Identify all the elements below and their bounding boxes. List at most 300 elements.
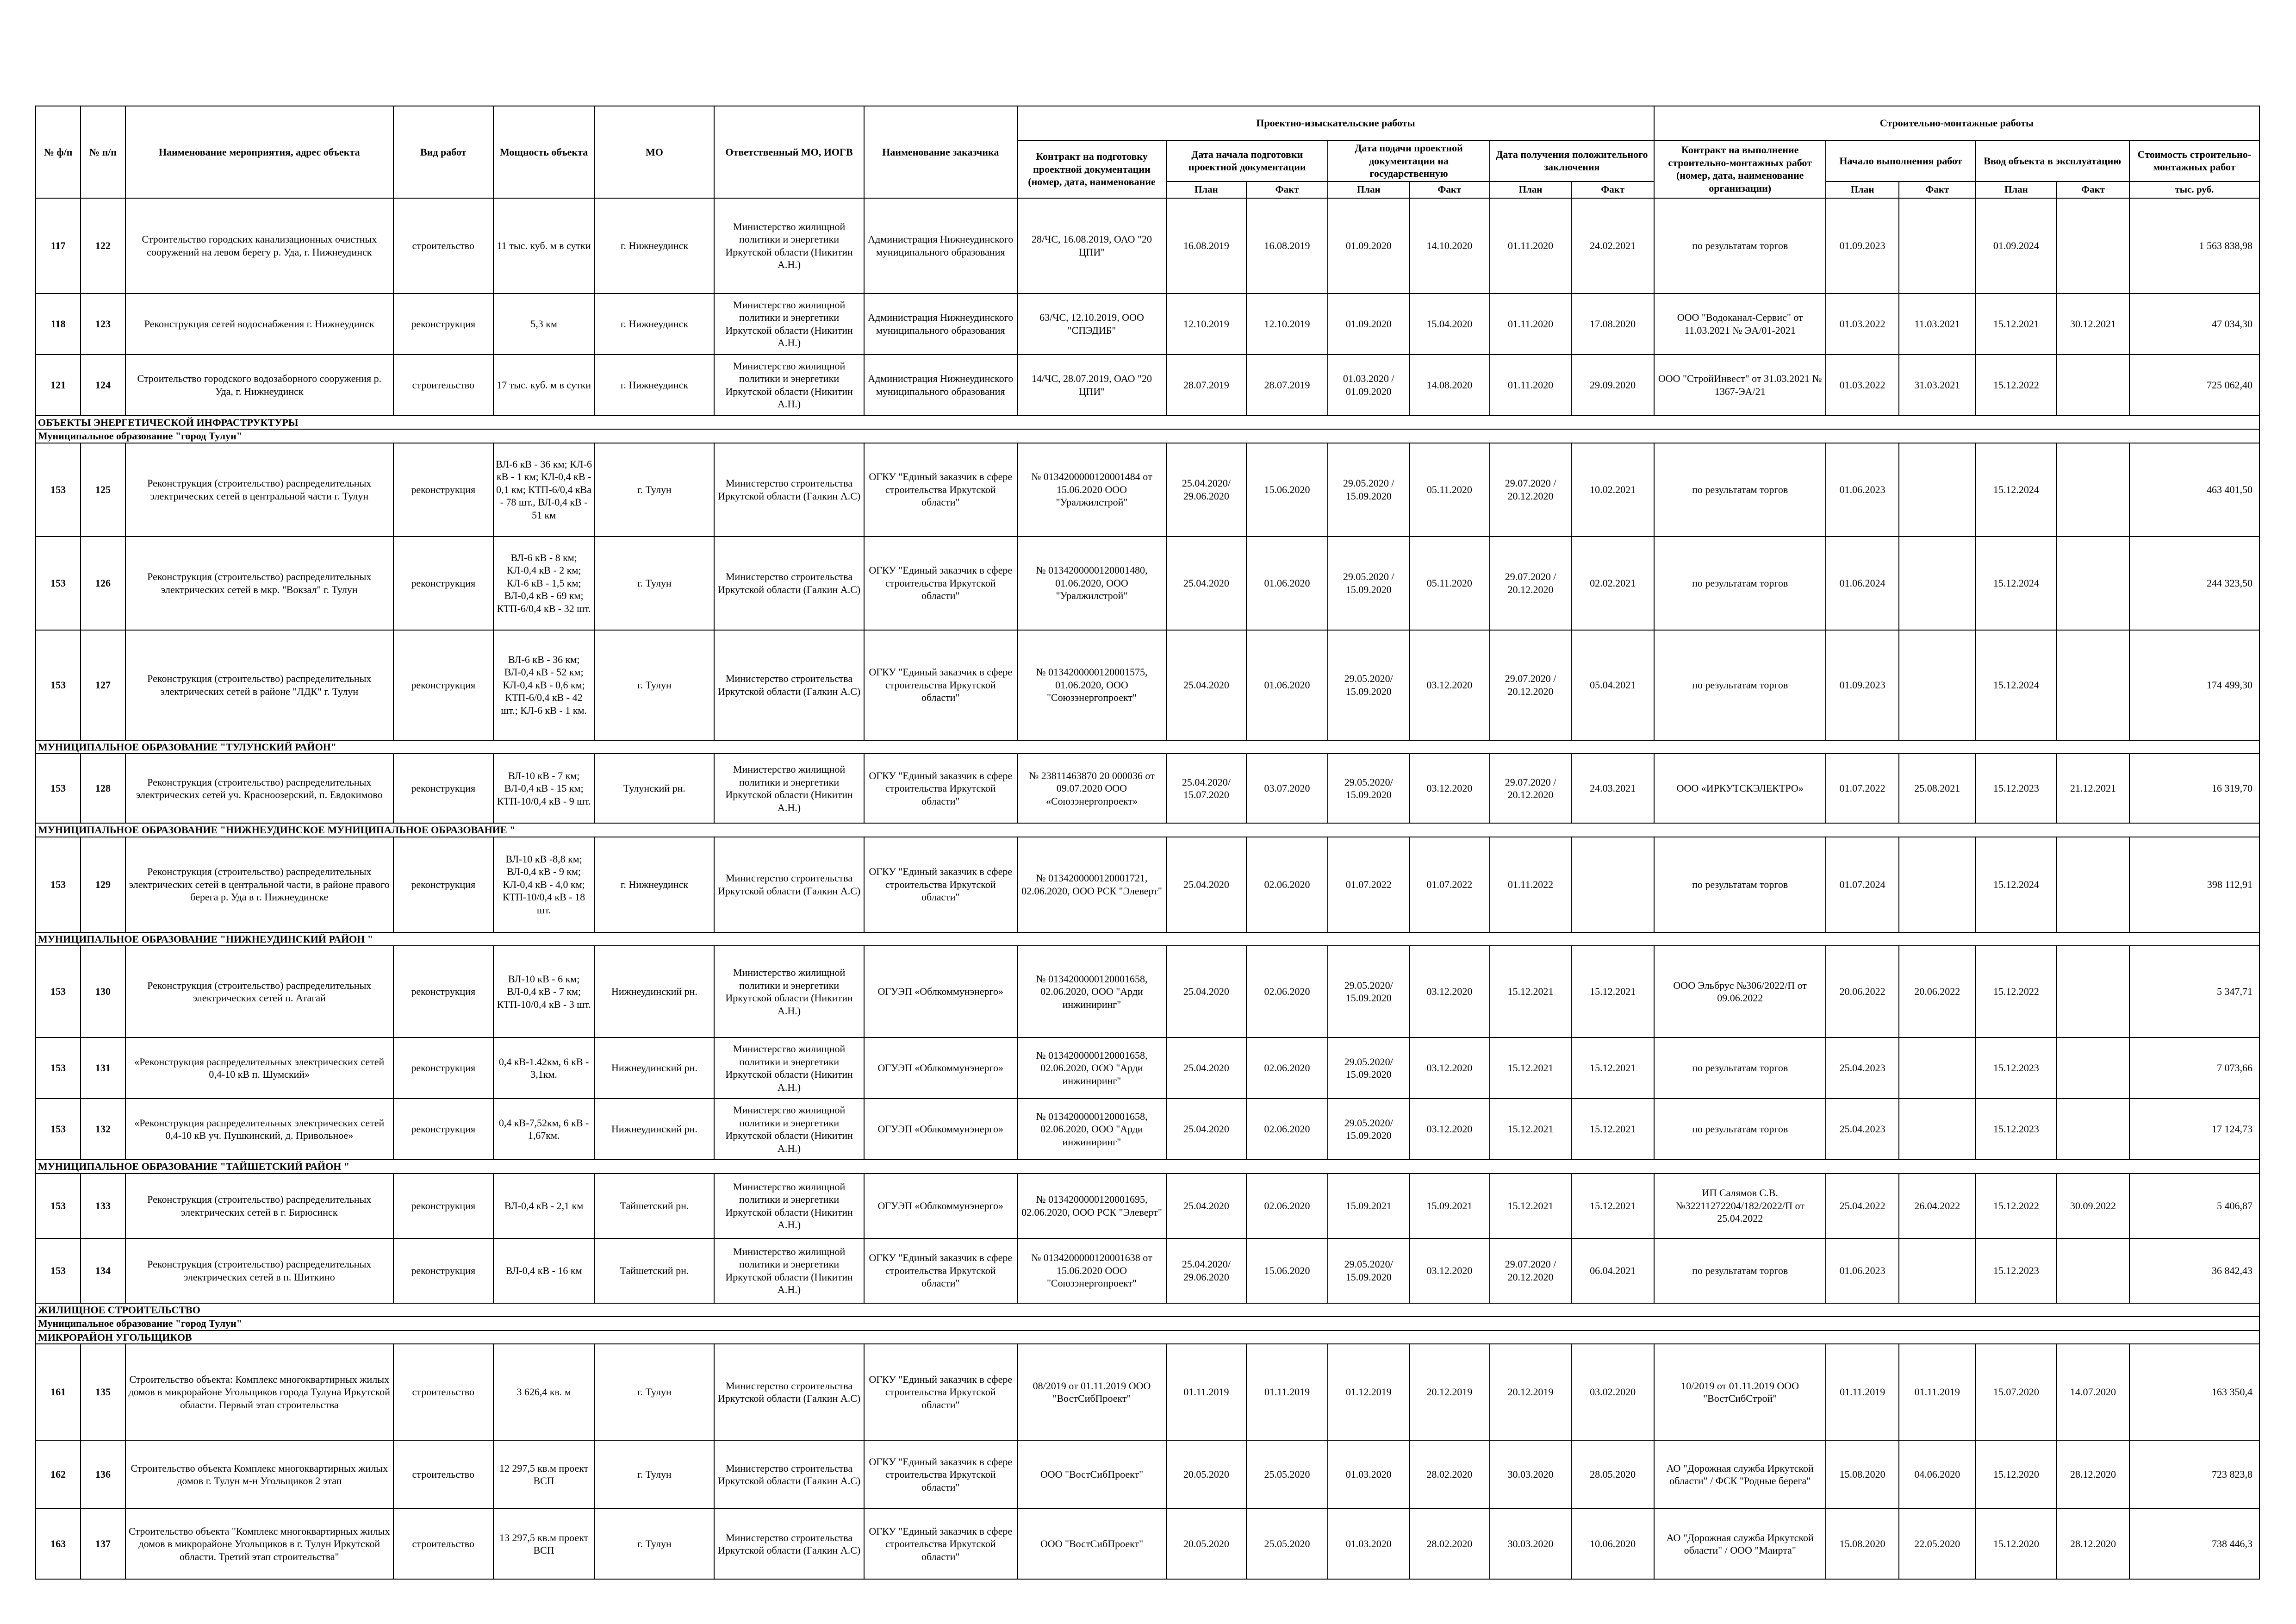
cell-design-contract: 08/2019 от 01.11.2019 ООО "ВостСибПроект": [1017, 1344, 1166, 1440]
cell-cost: 7 073,66: [2129, 1037, 2259, 1099]
cell-work-start-plan: 25.04.2023: [1826, 1099, 1899, 1160]
cell-capacity: 13 297,5 кв.м проект ВСП: [493, 1509, 595, 1579]
cell-responsible: Министерство строительства Иркутской области (Галкин А.С): [714, 1440, 864, 1509]
col-header-plan: План: [1166, 181, 1246, 198]
cell-work-type: реконструкция: [393, 837, 493, 932]
cell-responsible: Министерство строительства Иркутской области (Галкин А.С): [714, 1344, 864, 1440]
cell-construction-contract: по результатам торгов: [1654, 630, 1826, 740]
cell-name: Реконструкция (строительство) распределительных электрических сетей в районе "ЛДК" г. Тулун: [125, 630, 393, 740]
cell-submission-fact: 03.12.2020: [1409, 1099, 1490, 1160]
cell-mo: г. Нижнеудинск: [594, 355, 714, 416]
table-row: [36, 754, 2259, 823]
col-header-design-start: Дата начала подготовки проектной документации: [1166, 140, 1328, 181]
cell-work-start-fact: [1899, 537, 1976, 630]
cell-name: Реконструкция (строительство) распределительных электрических сетей в г. Бирюсинск: [125, 1174, 393, 1238]
cell-commissioning-plan: 15.12.2023: [1976, 1099, 2057, 1160]
cell-conclusion-fact: 02.02.2021: [1571, 537, 1654, 630]
cell-mo: г. Нижнеудинск: [594, 837, 714, 932]
cell-work-type: строительство: [393, 1440, 493, 1509]
cell-no-fp: 153: [36, 754, 81, 823]
cell-responsible: Министерство жилищной политики и энергетики Иркутской области (Никитин А.Н.): [714, 1174, 864, 1238]
cell-submission-plan: 01.12.2019: [1328, 1344, 1409, 1440]
cell-work-type: реконструкция: [393, 1174, 493, 1238]
cell-design-contract: № 0134200000120001721, 02.06.2020, ООО РСК "Элеверт": [1017, 837, 1166, 932]
cell-work-start-plan: 01.06.2024: [1826, 537, 1899, 630]
section-row: [36, 1330, 2259, 1344]
table-row: [36, 443, 2259, 537]
cell-customer: ОГУЭП «Облкоммунэнерго»: [864, 1174, 1017, 1238]
cell-work-start-plan: 01.03.2022: [1826, 355, 1899, 416]
cell-name: Реконструкция (строительство) распределительных электрических сетей в п. Шиткино: [125, 1238, 393, 1303]
section-row: [36, 740, 2259, 754]
col-header-fact: Факт: [1571, 181, 1654, 198]
cell-commissioning-plan: 15.12.2024: [1976, 837, 2057, 932]
cell-commissioning-fact: [2057, 1037, 2129, 1099]
table-row: [36, 946, 2259, 1037]
cell-no-pp: 123: [81, 294, 125, 355]
table-row: [36, 198, 2259, 294]
cell-commissioning-plan: 15.12.2023: [1976, 754, 2057, 823]
header-row-1: [36, 106, 2259, 140]
cell-design-start-plan: 25.04.2020: [1166, 837, 1246, 932]
cell-submission-plan: 01.03.2020: [1328, 1509, 1409, 1579]
cell-construction-contract: по результатам торгов: [1654, 1037, 1826, 1099]
cell-customer: Администрация Нижнеудинского муниципального образования: [864, 355, 1017, 416]
cell-conclusion-fact: 05.04.2021: [1571, 630, 1654, 740]
cell-cost: 47 034,30: [2129, 294, 2259, 355]
cell-no-fp: 153: [36, 1037, 81, 1099]
cell-design-start-plan: 25.04.2020: [1166, 946, 1246, 1037]
cell-design-start-fact: 01.11.2019: [1246, 1344, 1328, 1440]
cell-capacity: 3 626,4 кв. м: [493, 1344, 595, 1440]
cell-conclusion-fact: 10.06.2020: [1571, 1509, 1654, 1579]
table-body: [36, 198, 2259, 1580]
cell-design-start-plan: 16.08.2019: [1166, 198, 1246, 294]
cell-conclusion-fact: 24.02.2021: [1571, 198, 1654, 294]
cell-mo: г. Тулун: [594, 630, 714, 740]
cell-work-type: реконструкция: [393, 630, 493, 740]
cell-responsible: Министерство жилищной политики и энергетики Иркутской области (Никитин А.Н.): [714, 1238, 864, 1303]
cell-conclusion-fact: 17.08.2020: [1571, 294, 1654, 355]
cell-commissioning-fact: [2057, 198, 2129, 294]
cell-capacity: ВЛ-6 кВ - 36 км; ВЛ-0,4 кВ - 52 км; КЛ-0,4 кВ - 0,6 км; КТП-6/0,4 кВ - 42 шт.; КЛ-6 кВ - 1 км.: [493, 630, 595, 740]
cell-design-start-fact: 02.06.2020: [1246, 1174, 1328, 1238]
cell-mo: Тайшетский рн.: [594, 1174, 714, 1238]
cell-work-start-plan: 01.11.2019: [1826, 1344, 1899, 1440]
cell-work-type: строительство: [393, 355, 493, 416]
col-header-no-pp: № п/п: [81, 106, 125, 198]
col-header-fact: Факт: [1899, 181, 1976, 198]
cell-submission-plan: 29.05.2020/ 15.09.2020: [1328, 946, 1409, 1037]
cell-capacity: 0,4 кВ-7,52км, 6 кВ - 1,67км.: [493, 1099, 595, 1160]
cell-design-contract: 14/ЧС, 28.07.2019, ОАО "20 ЦПИ": [1017, 355, 1166, 416]
cell-conclusion-plan: 01.11.2020: [1490, 294, 1572, 355]
col-header-customer: Наименование заказчика: [864, 106, 1017, 198]
cell-construction-contract: АО "Дорожная служба Иркутской области" / ФСК "Родные берега": [1654, 1440, 1826, 1509]
cell-commissioning-plan: 15.12.2022: [1976, 946, 2057, 1037]
cell-design-start-fact: 25.05.2020: [1246, 1440, 1328, 1509]
cell-customer: ОГУЭП «Облкоммунэнерго»: [864, 946, 1017, 1037]
cell-conclusion-plan: 01.11.2020: [1490, 355, 1572, 416]
cell-design-start-plan: 25.04.2020: [1166, 1099, 1246, 1160]
cell-submission-plan: 29.05.2020/ 15.09.2020: [1328, 754, 1409, 823]
cell-mo: г. Тулун: [594, 1509, 714, 1579]
cell-design-contract: ООО "ВостСибПроект": [1017, 1509, 1166, 1579]
cell-work-start-fact: 20.06.2022: [1899, 946, 1976, 1037]
col-header-fact: Факт: [1409, 181, 1490, 198]
cell-design-contract: № 0134200000120001638 от 15.06.2020 ООО "Союзэнергопроект": [1017, 1238, 1166, 1303]
cell-conclusion-plan: 15.12.2021: [1490, 1174, 1572, 1238]
cell-design-start-fact: 25.05.2020: [1246, 1509, 1328, 1579]
cell-work-start-plan: 25.04.2022: [1826, 1174, 1899, 1238]
cell-construction-contract: ООО "СтройИнвест" от 31.03.2021 № 1367-ЭА/21: [1654, 355, 1826, 416]
cell-name: «Реконструкция распределительных электрических сетей 0,4-10 кВ уч. Пушкинский, д. Привольное»: [125, 1099, 393, 1160]
cell-no-pp: 130: [81, 946, 125, 1037]
cell-construction-contract: ООО "Водоканал-Сервис" от 11.03.2021 № ЭА/01-2021: [1654, 294, 1826, 355]
cell-work-start-fact: [1899, 837, 1976, 932]
table-row: [36, 837, 2259, 932]
cell-no-pp: 127: [81, 630, 125, 740]
cell-cost: 725 062,40: [2129, 355, 2259, 416]
cell-customer: ОГКУ "Единый заказчик в сфере строительства Иркутской области": [864, 754, 1017, 823]
cell-mo: г. Тулун: [594, 537, 714, 630]
cell-work-start-fact: [1899, 443, 1976, 537]
col-header-construction-contract: Контракт на выполнение строительно-монтажных работ (номер, дата, наименование организации): [1654, 140, 1826, 198]
cell-submission-fact: 05.11.2020: [1409, 537, 1490, 630]
col-header-commissioning: Ввод объекта в эксплуатацию: [1976, 140, 2129, 181]
cell-submission-plan: 01.09.2020: [1328, 294, 1409, 355]
cell-work-start-plan: 15.08.2020: [1826, 1440, 1899, 1509]
cell-conclusion-plan: 15.12.2021: [1490, 1099, 1572, 1160]
cell-design-start-plan: 20.05.2020: [1166, 1440, 1246, 1509]
cell-responsible: Министерство строительства Иркутской области (Галкин А.С): [714, 837, 864, 932]
section-row: [36, 1317, 2259, 1330]
cell-submission-fact: 15.04.2020: [1409, 294, 1490, 355]
table-row: [36, 630, 2259, 740]
cell-submission-fact: 14.08.2020: [1409, 355, 1490, 416]
cell-no-fp: 161: [36, 1344, 81, 1440]
cell-commissioning-plan: 15.12.2022: [1976, 355, 2057, 416]
cell-conclusion-fact: [1571, 837, 1654, 932]
col-header-mo: МО: [594, 106, 714, 198]
cell-construction-contract: 10/2019 от 01.11.2019 ООО "ВостСибСтрой": [1654, 1344, 1826, 1440]
cell-submission-fact: 28.02.2020: [1409, 1509, 1490, 1579]
cell-commissioning-fact: [2057, 1238, 2129, 1303]
cell-conclusion-fact: 10.02.2021: [1571, 443, 1654, 537]
cell-design-start-fact: 12.10.2019: [1246, 294, 1328, 355]
cell-work-start-fact: [1899, 1099, 1976, 1160]
section-title: Муниципальное образование "город Тулун": [36, 1317, 2259, 1330]
section-title: МУНИЦИПАЛЬНОЕ ОБРАЗОВАНИЕ "ТАЙШЕТСКИЙ РАЙОН ": [36, 1160, 2259, 1174]
cell-no-fp: 163: [36, 1509, 81, 1579]
cell-conclusion-fact: 15.12.2021: [1571, 1174, 1654, 1238]
col-header-plan: План: [1490, 181, 1572, 198]
col-header-fact: Факт: [2057, 181, 2129, 198]
cell-design-start-plan: 25.04.2020: [1166, 630, 1246, 740]
cell-name: Строительство городского водозаборного сооружения р. Уда, г. Нижнеудинск: [125, 355, 393, 416]
cell-work-start-plan: 01.06.2023: [1826, 443, 1899, 537]
cell-work-type: реконструкция: [393, 1037, 493, 1099]
cell-design-start-plan: 12.10.2019: [1166, 294, 1246, 355]
cell-design-contract: № 0134200000120001658, 02.06.2020, ООО "Арди инжиниринг": [1017, 946, 1166, 1037]
cell-no-pp: 126: [81, 537, 125, 630]
cell-design-start-plan: 01.11.2019: [1166, 1344, 1246, 1440]
cell-cost: 1 563 838,98: [2129, 198, 2259, 294]
cell-responsible: Министерство жилищной политики и энергетики Иркутской области (Никитин А.Н.): [714, 294, 864, 355]
cell-construction-contract: по результатам торгов: [1654, 1238, 1826, 1303]
cell-mo: г. Тулун: [594, 1440, 714, 1509]
cell-design-start-plan: 25.04.2020: [1166, 1037, 1246, 1099]
cell-submission-fact: 28.02.2020: [1409, 1440, 1490, 1509]
cell-commissioning-plan: 15.12.2024: [1976, 443, 2057, 537]
cell-name: Реконструкция сетей водоснабжения г. Нижнеудинск: [125, 294, 393, 355]
cell-no-pp: 129: [81, 837, 125, 932]
table-row: [36, 1174, 2259, 1238]
cell-capacity: ВЛ-10 кВ -8,8 км; ВЛ-0,4 кВ - 9 км; КЛ-0,4 кВ - 4,0 км; КТП-10/0,4 кВ - 18 шт.: [493, 837, 595, 932]
cell-design-start-fact: 15.06.2020: [1246, 443, 1328, 537]
cell-submission-plan: 01.03.2020: [1328, 1440, 1409, 1509]
cell-commissioning-fact: [2057, 443, 2129, 537]
cell-no-pp: 135: [81, 1344, 125, 1440]
cell-customer: ОГУЭП «Облкоммунэнерго»: [864, 1037, 1017, 1099]
table-row: [36, 355, 2259, 416]
cell-capacity: ВЛ-6 кВ - 8 км; КЛ-0,4 кВ - 2 км; КЛ-6 кВ - 1,5 км; ВЛ-0,4 кВ - 69 км; КТП-6/0,4 кВ - 32 шт.: [493, 537, 595, 630]
cell-cost: 738 446,3: [2129, 1509, 2259, 1579]
cell-submission-fact: 14.10.2020: [1409, 198, 1490, 294]
cell-conclusion-fact: 06.04.2021: [1571, 1238, 1654, 1303]
col-header-fact: Факт: [1246, 181, 1328, 198]
cell-work-start-plan: 25.04.2023: [1826, 1037, 1899, 1099]
cell-cost: 244 323,50: [2129, 537, 2259, 630]
section-title: Муниципальное образование "город Тулун": [36, 429, 2259, 443]
cell-work-start-plan: 01.07.2024: [1826, 837, 1899, 932]
cell-work-type: реконструкция: [393, 443, 493, 537]
cell-mo: Нижнеудинский рн.: [594, 946, 714, 1037]
cell-submission-fact: 03.12.2020: [1409, 946, 1490, 1037]
cell-responsible: Министерство жилищной политики и энергетики Иркутской области (Никитин А.Н.): [714, 1037, 864, 1099]
cell-cost: 16 319,70: [2129, 754, 2259, 823]
cell-customer: ОГКУ "Единый заказчик в сфере строительства Иркутской области": [864, 1509, 1017, 1579]
cell-commissioning-fact: 28.12.2020: [2057, 1440, 2129, 1509]
cell-design-contract: № 0134200000120001575, 01.06.2020, ООО "Союзэнергопроект": [1017, 630, 1166, 740]
cell-construction-contract: ИП Салямов С.В. №32211272204/182/2022/П от 25.04.2022: [1654, 1174, 1826, 1238]
cell-construction-contract: ООО «ИРКУТСКЭЛЕКТРО»: [1654, 754, 1826, 823]
cell-construction-contract: ООО Эльбрус №306/2022/П от 09.06.2022: [1654, 946, 1826, 1037]
cell-cost: 463 401,50: [2129, 443, 2259, 537]
cell-design-start-plan: 25.04.2020/ 29.06.2020: [1166, 1238, 1246, 1303]
section-title: МУНИЦИПАЛЬНОЕ ОБРАЗОВАНИЕ "НИЖНЕУДИНСКИЙ РАЙОН ": [36, 932, 2259, 946]
col-header-plan: План: [1826, 181, 1899, 198]
cell-name: Реконструкция (строительство) распределительных электрических сетей в мкр. "Вокзал" г. Тулун: [125, 537, 393, 630]
col-header-conclusion: Дата получения положительного заключения: [1490, 140, 1654, 181]
cell-submission-fact: 03.12.2020: [1409, 1037, 1490, 1099]
cell-customer: ОГКУ "Единый заказчик в сфере строительства Иркутской области": [864, 1344, 1017, 1440]
cell-customer: ОГКУ "Единый заказчик в сфере строительства Иркутской области": [864, 443, 1017, 537]
cell-capacity: 5,3 км: [493, 294, 595, 355]
cell-submission-fact: 03.12.2020: [1409, 630, 1490, 740]
cell-name: Строительство объекта "Комплекс многоквартирных жилых домов в микрорайоне Угольщиков в г. Тулун Иркутской области. Третий этап строительства": [125, 1509, 393, 1579]
cell-customer: ОГУЭП «Облкоммунэнерго»: [864, 1099, 1017, 1160]
cell-capacity: ВЛ-10 кВ - 6 км; ВЛ-0,4 кВ - 7 км; КТП-10/0,4 кВ - 3 шт.: [493, 946, 595, 1037]
cell-no-pp: 128: [81, 754, 125, 823]
cell-no-pp: 124: [81, 355, 125, 416]
cell-commissioning-fact: 28.12.2020: [2057, 1509, 2129, 1579]
cell-conclusion-fact: 28.05.2020: [1571, 1440, 1654, 1509]
table-row: [36, 537, 2259, 630]
cell-name: Реконструкция (строительство) распределительных электрических сетей в центральной части, в районе правого берега р. Уда в г. Нижнеудинске: [125, 837, 393, 932]
col-group-design: Проектно-изыскательские работы: [1017, 106, 1654, 140]
cell-submission-plan: 01.09.2020: [1328, 198, 1409, 294]
cell-design-start-plan: 25.04.2020: [1166, 537, 1246, 630]
cell-cost: 723 823,8: [2129, 1440, 2259, 1509]
cell-name: «Реконструкция распределительных электрических сетей 0,4-10 кВ п. Шумский»: [125, 1037, 393, 1099]
cell-work-start-fact: 01.11.2019: [1899, 1344, 1976, 1440]
col-header-name: Наименование мероприятия, адрес объекта: [125, 106, 393, 198]
cell-conclusion-fact: 15.12.2021: [1571, 1037, 1654, 1099]
cell-no-pp: 131: [81, 1037, 125, 1099]
cell-submission-fact: 15.09.2021: [1409, 1174, 1490, 1238]
cell-cost: 174 499,30: [2129, 630, 2259, 740]
cell-name: Строительство объекта: Комплекс многоквартирных жилых домов в микрорайоне Угольщиков города Тулуна Иркутской области. Первый этап строительства: [125, 1344, 393, 1440]
col-header-capacity: Мощность объекта: [493, 106, 595, 198]
cell-commissioning-fact: [2057, 946, 2129, 1037]
cell-name: Строительство объекта Комплекс многоквартирных жилых домов г. Тулун м-н Угольщиков 2 этап: [125, 1440, 393, 1509]
cell-cost: 5 406,87: [2129, 1174, 2259, 1238]
cell-commissioning-plan: 15.12.2020: [1976, 1440, 2057, 1509]
cell-no-pp: 133: [81, 1174, 125, 1238]
cell-commissioning-fact: [2057, 1099, 2129, 1160]
cell-customer: ОГКУ "Единый заказчик в сфере строительства Иркутской области": [864, 1440, 1017, 1509]
cell-capacity: ВЛ-10 кВ - 7 км; ВЛ-0,4 кВ - 15 км; КТП-10/0,4 кВ - 9 шт.: [493, 754, 595, 823]
cell-commissioning-fact: 30.09.2022: [2057, 1174, 2129, 1238]
cell-mo: г. Тулун: [594, 1344, 714, 1440]
cell-conclusion-fact: 29.09.2020: [1571, 355, 1654, 416]
cell-commissioning-plan: 15.12.2020: [1976, 1509, 2057, 1579]
cell-design-contract: № 0134200000120001484 от 15.06.2020 ООО "Уралжилстрой": [1017, 443, 1166, 537]
cell-cost: 36 842,43: [2129, 1238, 2259, 1303]
section-row: [36, 1303, 2259, 1317]
section-row: [36, 1160, 2259, 1174]
cell-design-start-fact: 02.06.2020: [1246, 837, 1328, 932]
cell-no-fp: 153: [36, 443, 81, 537]
cell-mo: Тайшетский рн.: [594, 1238, 714, 1303]
cell-design-start-fact: 16.08.2019: [1246, 198, 1328, 294]
cell-customer: Администрация Нижнеудинского муниципального образования: [864, 198, 1017, 294]
cell-work-start-plan: 01.07.2022: [1826, 754, 1899, 823]
cell-no-fp: 153: [36, 1099, 81, 1160]
cell-conclusion-plan: 30.03.2020: [1490, 1509, 1572, 1579]
cell-capacity: 12 297,5 кв.м проект ВСП: [493, 1440, 595, 1509]
cell-responsible: Министерство жилищной политики и энергетики Иркутской области (Никитин А.Н.): [714, 754, 864, 823]
cell-conclusion-fact: 15.12.2021: [1571, 946, 1654, 1037]
cell-no-fp: 118: [36, 294, 81, 355]
cell-responsible: Министерство жилищной политики и энергетики Иркутской области (Никитин А.Н.): [714, 1099, 864, 1160]
col-header-responsible: Ответственный МО, ИОГВ: [714, 106, 864, 198]
cell-construction-contract: по результатам торгов: [1654, 198, 1826, 294]
cell-design-start-fact: 03.07.2020: [1246, 754, 1328, 823]
cell-work-type: реконструкция: [393, 294, 493, 355]
cell-construction-contract: АО "Дорожная служба Иркутской области" / ООО "Маирта": [1654, 1509, 1826, 1579]
cell-commissioning-fact: 14.07.2020: [2057, 1344, 2129, 1440]
cell-mo: Тулунский рн.: [594, 754, 714, 823]
projects-table: [35, 106, 2260, 1580]
col-header-plan: План: [1976, 181, 2057, 198]
cell-conclusion-plan: 29.07.2020 / 20.12.2020: [1490, 537, 1572, 630]
cell-responsible: Министерство жилищной политики и энергетики Иркутской области (Никитин А.Н.): [714, 946, 864, 1037]
cell-commissioning-plan: 01.09.2024: [1976, 198, 2057, 294]
cell-work-start-plan: 01.03.2022: [1826, 294, 1899, 355]
cell-submission-plan: 01.07.2022: [1328, 837, 1409, 932]
cell-no-pp: 122: [81, 198, 125, 294]
table-row: [36, 294, 2259, 355]
section-title: ЖИЛИЩНОЕ СТРОИТЕЛЬСТВО: [36, 1303, 2259, 1317]
cell-design-contract: № 0134200000120001695, 02.06.2020, ООО РСК "Элеверт": [1017, 1174, 1166, 1238]
cell-submission-fact: 03.12.2020: [1409, 1238, 1490, 1303]
col-header-cost-unit: тыс. руб.: [2129, 181, 2259, 198]
cell-work-type: реконструкция: [393, 1238, 493, 1303]
cell-work-type: реконструкция: [393, 754, 493, 823]
cell-responsible: Министерство строительства Иркутской области (Галкин А.С): [714, 630, 864, 740]
cell-design-contract: № 0134200000120001658, 02.06.2020, ООО "Арди инжиниринг": [1017, 1037, 1166, 1099]
cell-submission-plan: 29.05.2020 / 15.09.2020: [1328, 443, 1409, 537]
cell-conclusion-plan: 29.07.2020 / 20.12.2020: [1490, 630, 1572, 740]
section-title: ОБЪЕКТЫ ЭНЕРГЕТИЧЕСКОЙ ИНФРАСТРУКТУРЫ: [36, 416, 2259, 430]
cell-no-pp: 125: [81, 443, 125, 537]
cell-commissioning-plan: 15.12.2023: [1976, 1238, 2057, 1303]
cell-design-start-fact: 02.06.2020: [1246, 946, 1328, 1037]
cell-commissioning-fact: [2057, 630, 2129, 740]
cell-capacity: 0,4 кВ-1.42км, 6 кВ - 3,1км.: [493, 1037, 595, 1099]
section-title: МИКРОРАЙОН УГОЛЬЩИКОВ: [36, 1330, 2259, 1344]
cell-name: Реконструкция (строительство) распределительных электрических сетей уч. Красноозерский, п. Евдокимово: [125, 754, 393, 823]
cell-commissioning-plan: 15.12.2022: [1976, 1174, 2057, 1238]
cell-customer: ОГКУ "Единый заказчик в сфере строительства Иркутской области": [864, 537, 1017, 630]
cell-submission-plan: 29.05.2020/ 15.09.2020: [1328, 630, 1409, 740]
cell-no-fp: 153: [36, 946, 81, 1037]
cell-commissioning-plan: 15.12.2023: [1976, 1037, 2057, 1099]
cell-design-start-plan: 25.04.2020/ 29.06.2020: [1166, 443, 1246, 537]
cell-work-start-plan: 15.08.2020: [1826, 1509, 1899, 1579]
cell-no-fp: 162: [36, 1440, 81, 1509]
cell-commissioning-fact: [2057, 355, 2129, 416]
cell-work-start-fact: 25.08.2021: [1899, 754, 1976, 823]
cell-conclusion-plan: 15.12.2021: [1490, 946, 1572, 1037]
cell-conclusion-plan: 15.12.2021: [1490, 1037, 1572, 1099]
cell-responsible: Министерство строительства Иркутской области (Галкин А.С): [714, 537, 864, 630]
cell-name: Реконструкция (строительство) распределительных электрических сетей в центральной части г. Тулун: [125, 443, 393, 537]
cell-submission-fact: 01.07.2022: [1409, 837, 1490, 932]
cell-conclusion-fact: 03.02.2020: [1571, 1344, 1654, 1440]
cell-cost: 398 112,91: [2129, 837, 2259, 932]
cell-conclusion-plan: 01.11.2020: [1490, 198, 1572, 294]
cell-submission-plan: 01.03.2020 / 01.09.2020: [1328, 355, 1409, 416]
cell-no-fp: 153: [36, 537, 81, 630]
cell-conclusion-plan: 29.07.2020 / 20.12.2020: [1490, 1238, 1572, 1303]
cell-responsible: Министерство жилищной политики и энергетики Иркутской области (Никитин А.Н.): [714, 355, 864, 416]
cell-work-start-fact: 26.04.2022: [1899, 1174, 1976, 1238]
cell-cost: 163 350,4: [2129, 1344, 2259, 1440]
cell-work-start-fact: [1899, 1037, 1976, 1099]
cell-cost: 17 124,73: [2129, 1099, 2259, 1160]
cell-capacity: ВЛ-6 кВ - 36 км; КЛ-6 кВ - 1 км; КЛ-0,4 кВ - 0,1 км; КТП-6/0,4 кВа - 78 шт., ВЛ-0,4 кВ - 51 км: [493, 443, 595, 537]
col-header-plan: План: [1328, 181, 1409, 198]
cell-work-start-fact: [1899, 630, 1976, 740]
cell-commissioning-fact: [2057, 837, 2129, 932]
cell-work-start-fact: [1899, 1238, 1976, 1303]
col-group-construction: Строительно-монтажные работы: [1654, 106, 2259, 140]
cell-construction-contract: по результатам торгов: [1654, 443, 1826, 537]
cell-customer: ОГКУ "Единый заказчик в сфере строительства Иркутской области": [864, 837, 1017, 932]
